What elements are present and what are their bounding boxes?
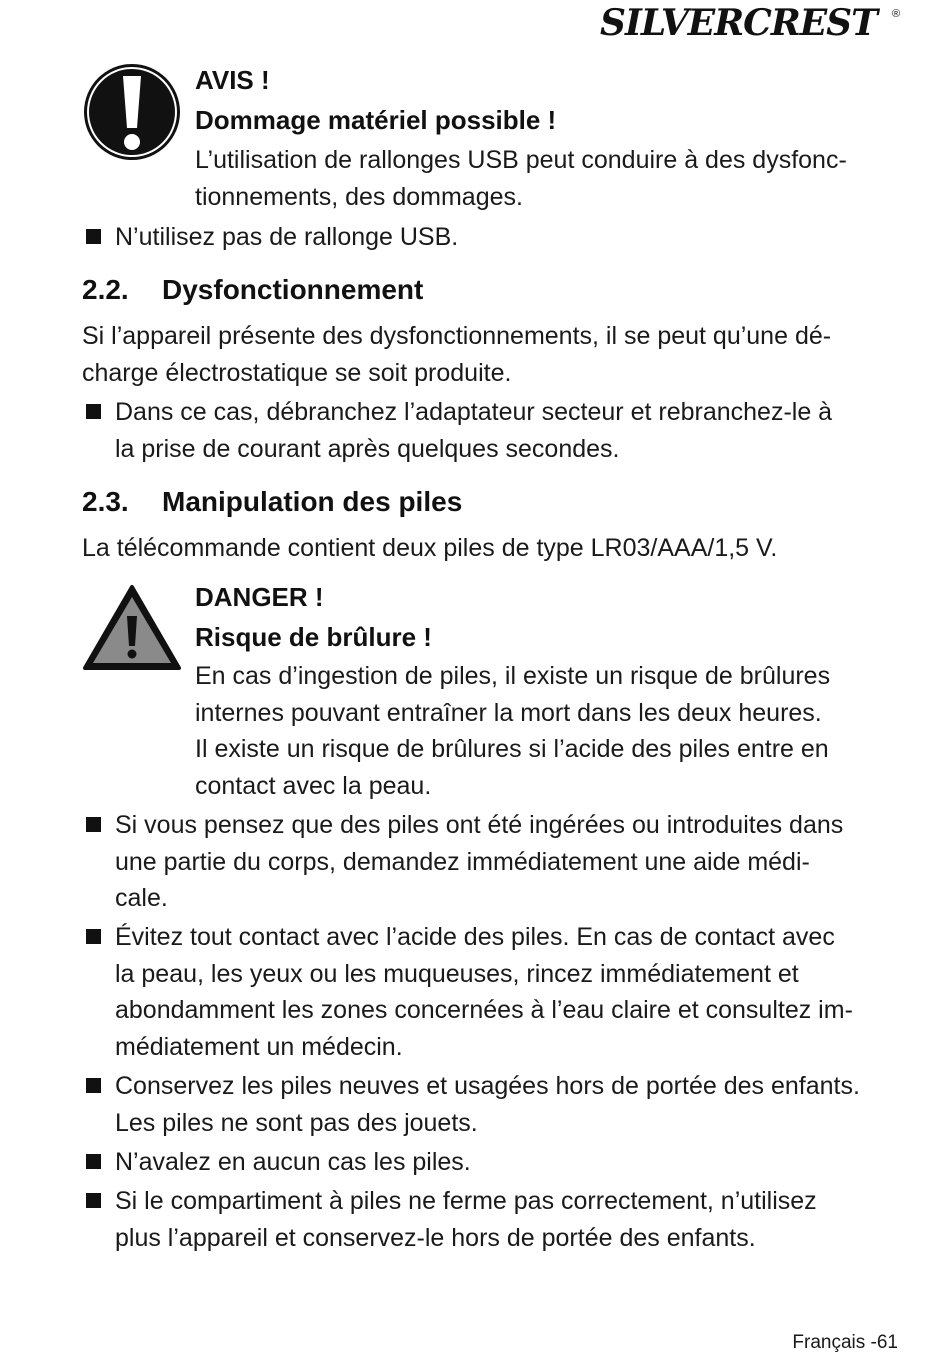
list-item-line: Conservez les piles neuves et usagées hors de portée des enfants. <box>115 1072 860 1100</box>
section-heading-2-3 <box>82 482 462 522</box>
list-item-line: Évitez tout contact avec l’acide des piles. En cas de contact avec <box>115 923 835 951</box>
list-item-line: N’avalez en aucun cas les piles. <box>115 1148 471 1176</box>
avis-text-line2: tionnements, des dommages. <box>195 183 523 211</box>
exclamation-circle-icon <box>82 62 182 162</box>
section-number: 2.3. <box>82 486 129 517</box>
list-item-line: N’utilisez pas de rallonge USB. <box>115 223 459 251</box>
danger-text <box>195 658 895 804</box>
list-item-line: abondamment les zones concernées à l’eau claire et consultez im- <box>115 996 853 1024</box>
square-bullet-icon <box>86 404 101 419</box>
square-bullet-icon <box>86 929 101 944</box>
square-bullet-icon <box>86 817 101 832</box>
list-item-line: plus l’appareil et conservez-le hors de portée des enfants. <box>115 1223 756 1252</box>
danger-text-line: internes pouvant entraîner la mort dans les deux heures. <box>195 698 822 727</box>
section-title: Manipulation des piles <box>162 486 463 517</box>
page-number: Français -61 <box>792 1332 898 1353</box>
list-item <box>82 1144 902 1184</box>
warning-triangle-icon <box>82 584 182 672</box>
registered-mark: ® <box>892 8 901 20</box>
square-bullet-icon <box>86 229 101 244</box>
brand-logo-text: SILVERCREST <box>600 2 877 44</box>
danger-text-line: En cas d’ingestion de piles, il existe un risque de brûlures <box>195 662 831 690</box>
list-item-line: la prise de courant après quelques secondes. <box>115 434 620 463</box>
section-heading-2-2 <box>82 270 423 310</box>
list-item-line: Si vous pensez que des piles ont été ingérées ou introduites dans <box>115 811 844 839</box>
list-item-line: la peau, les yeux ou les muqueuses, rincez immédiatement et <box>115 959 799 988</box>
square-bullet-icon <box>86 1154 101 1169</box>
danger-text-line: contact avec la peau. <box>195 771 432 800</box>
danger-subtitle: Risque de brûlure ! <box>195 622 432 652</box>
list-item-line: une partie du corps, demandez immédiatement une aide médi- <box>115 847 810 876</box>
brand-logo <box>600 2 910 46</box>
avis-title: AVIS ! <box>195 65 270 95</box>
danger-text-line: Il existe un risque de brûlures si l’acide des piles entre en <box>195 735 829 763</box>
avis-subtitle: Dommage matériel possible ! <box>195 105 557 135</box>
list-item <box>82 1068 902 1143</box>
avis-text-line1: L’utilisation de rallonges USB peut conduire à des dysfonc- <box>195 146 847 174</box>
section-number: 2.2. <box>82 274 129 305</box>
square-bullet-icon <box>86 1078 101 1093</box>
list-item-line: Dans ce cas, débranchez l’adaptateur secteur et rebranchez-le à <box>115 398 833 426</box>
list-item-line: cale. <box>115 884 168 912</box>
square-bullet-icon <box>86 1193 101 1208</box>
section-title: Dysfonctionnement <box>162 274 424 305</box>
section-2-2-para-line2: charge électrostatique se soit produite. <box>82 359 512 387</box>
list-item <box>82 919 902 1067</box>
list-item <box>82 1183 902 1258</box>
list-item <box>82 807 902 919</box>
list-item-line: Si le compartiment à piles ne ferme pas correctement, n’utilisez <box>115 1187 817 1215</box>
section-2-2-para-line1: Si l’appareil présente des dysfonctionnements, il se peut qu’une dé- <box>82 322 832 350</box>
danger-title: DANGER ! <box>195 582 324 612</box>
section-2-3-para: La télécommande contient deux piles de type LR03/AAA/1,5 V. <box>82 534 778 562</box>
list-item <box>82 394 902 469</box>
list-item-line: Les piles ne sont pas des jouets. <box>115 1108 478 1137</box>
list-item-line: médiatement un médecin. <box>115 1032 403 1061</box>
list-item <box>82 219 902 259</box>
